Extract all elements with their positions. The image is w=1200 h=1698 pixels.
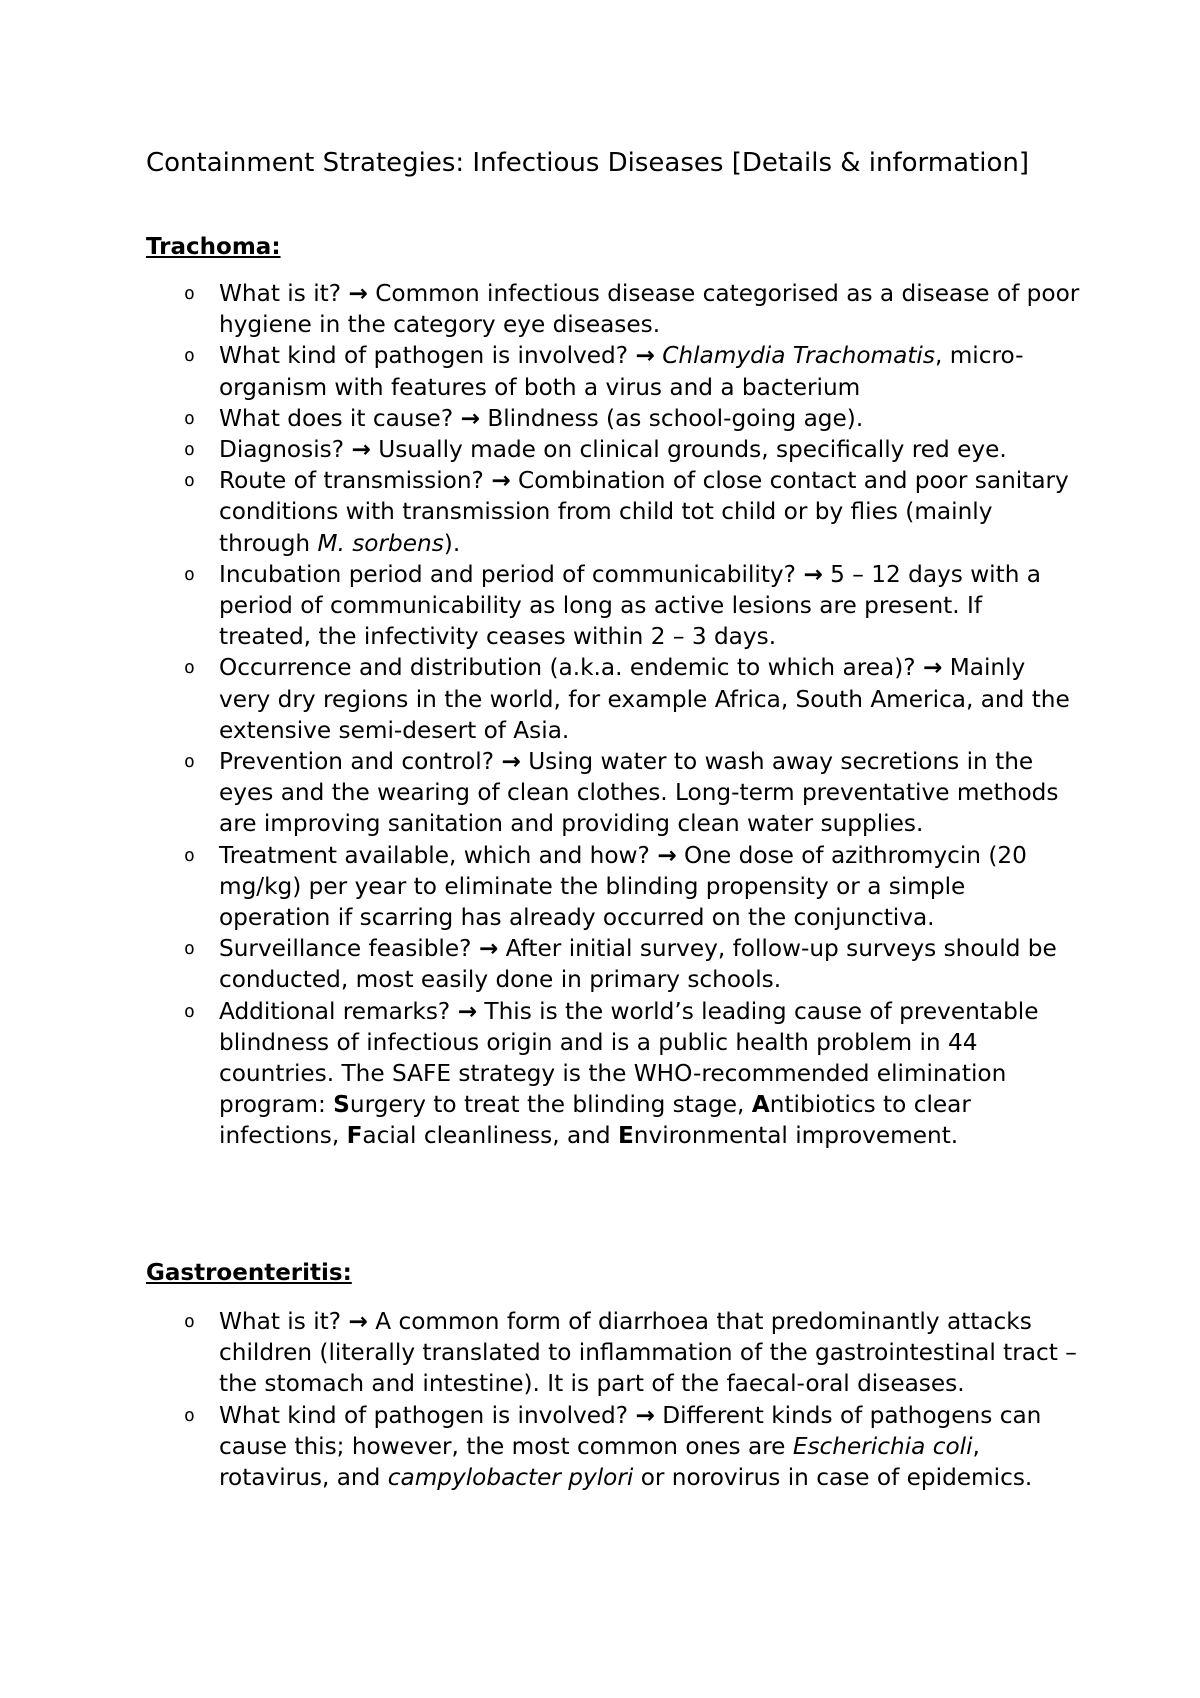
arrow-icon: → [922, 654, 943, 682]
trachoma-question-list [146, 278, 1081, 1152]
answer-text: Different kinds of pathogens can cause this; however, the most common ones are [219, 1401, 1042, 1460]
answer-text: After initial survey, follow-up surveys should be conducted, most easily done in primary schools. [219, 935, 1057, 994]
list-item [146, 652, 1081, 746]
question-text: Additional remarks? [219, 997, 451, 1025]
answer-text: , rotavirus, and [219, 1432, 980, 1492]
bullet-icon: o [184, 938, 195, 960]
bold-letter: A [751, 1091, 770, 1119]
answer-text: Blindness (as school-going age). [487, 404, 864, 432]
bullet-icon: o [184, 751, 195, 773]
question-text: Occurrence and distribution (a.k.a. endemic to which area)? [219, 654, 916, 682]
bullet-icon: o [184, 407, 195, 429]
list-item [146, 933, 1081, 995]
question-text: Surveillance feasible? [219, 935, 472, 963]
answer-text: , micro-organism with features of both a virus and a bacterium [219, 342, 1024, 401]
italic-term: Chlamydia Trachomatis [662, 342, 935, 370]
question-text: What is it? [219, 280, 342, 307]
arrow-icon: → [803, 560, 823, 588]
list-item [146, 1400, 1081, 1494]
arrow-icon: → [348, 280, 368, 307]
arrow-icon: → [457, 997, 478, 1025]
answer-text: urgery to treat the blinding stage, [349, 1091, 752, 1119]
answer-text: ). [443, 529, 461, 557]
question-text: Incubation period and period of communicability? [219, 560, 796, 588]
question-text: Prevention and control? [219, 748, 495, 776]
document-title: Containment Strategies: Infectious Diseases [Details & information] [146, 148, 1029, 178]
bold-letter: F [346, 1122, 363, 1150]
bullet-icon: o [184, 563, 195, 585]
list-item [146, 340, 1081, 402]
answer-text: acial cleanliness, and [362, 1122, 618, 1150]
list-item [146, 746, 1081, 840]
answer-text: Common infectious disease categorised as a disease of poor hygiene in the category eye diseases. [219, 280, 1080, 339]
section-heading-trachoma: Trachoma: [146, 234, 281, 260]
question-text: What kind of pathogen is involved? [219, 342, 629, 370]
list-item [146, 403, 1081, 434]
arrow-icon: → [491, 467, 511, 495]
list-item [146, 278, 1081, 340]
italic-term: campylobacter pylori [387, 1464, 634, 1492]
list-item [146, 434, 1081, 465]
bullet-icon: o [184, 283, 195, 304]
list-item [146, 559, 1081, 653]
bold-letter: S [333, 1091, 350, 1119]
arrow-icon: → [635, 1401, 655, 1429]
bullet-icon: o [184, 844, 195, 866]
answer-text: ntibiotics to clear infections, [219, 1091, 971, 1150]
section-heading-gastroenteritis: Gastroenteritis: [146, 1260, 352, 1286]
answer-text: A common form of diarrhoea that predominantly attacks children (literally translated to inflammation of the gastrointestinal tract – the stomach and intestine). It is part of the faecal-oral diseases. [219, 1308, 1077, 1398]
answer-text: nvironmental improvement. [633, 1122, 959, 1150]
arrow-icon: → [351, 436, 371, 464]
arrow-icon: → [501, 748, 521, 776]
answer-text: Combination of close contact and poor sanitary conditions with transmission from child tot child or by flies (mainly through [219, 467, 1069, 557]
question-text: What kind of pathogen is involved? [219, 1401, 629, 1429]
arrow-icon: → [478, 935, 499, 963]
answer-text: or norovirus in case of epidemics. [633, 1464, 1033, 1492]
bullet-icon: o [184, 657, 195, 679]
list-item [146, 465, 1081, 559]
list-item [146, 996, 1081, 1152]
bullet-icon: o [184, 470, 195, 492]
answer-text: This is the world’s leading cause of preventable blindness of infectious origin and is a public health problem in 44 countries. The SAFE strategy is the WHO-recommended elimination program: [219, 997, 1039, 1119]
list-item [146, 1306, 1081, 1400]
bullet-icon: o [184, 439, 195, 461]
answer-text: Usually made on clinical grounds, specifically red eye. [378, 436, 1007, 464]
answer-text: Using water to wash away secretions in the eyes and the wearing of clean clothes. Long-term preventative methods are improving sanitation and providing clean water supplies. [219, 748, 1059, 838]
list-item [146, 840, 1081, 934]
answer-text: One dose of azithromycin (20 mg/kg) per year to eliminate the blinding propensity or a simple operation if scarring has already occurred on the conjunctiva. [219, 841, 1027, 932]
answer-text: 5 – 12 days with a period of communicability as long as active lesions are present. If treated, the infectivity ceases within 2 – 3 days. [219, 560, 1041, 651]
question-text: Treatment available, which and how? [219, 841, 650, 869]
bullet-icon: o [184, 1311, 195, 1332]
gastroenteritis-question-list [146, 1306, 1081, 1493]
arrow-icon: → [657, 841, 677, 869]
answer-text: Mainly very dry regions in the world, for example Africa, South America, and the extensive semi-desert of Asia. [219, 654, 1070, 744]
italic-term: Escherichia coli [792, 1432, 973, 1460]
bold-letter: E [617, 1122, 634, 1150]
italic-term: M. sorbens [317, 529, 444, 557]
bullet-icon: o [184, 345, 195, 367]
question-text: Diagnosis? [219, 436, 345, 464]
arrow-icon: → [348, 1308, 368, 1335]
question-text: Route of transmission? [219, 467, 484, 495]
bullet-icon: o [184, 1404, 195, 1426]
arrow-icon: → [635, 342, 655, 370]
question-text: What is it? [219, 1308, 342, 1335]
question-text: What does it cause? [219, 404, 454, 432]
bullet-icon: o [184, 1000, 195, 1022]
arrow-icon: → [460, 404, 480, 432]
